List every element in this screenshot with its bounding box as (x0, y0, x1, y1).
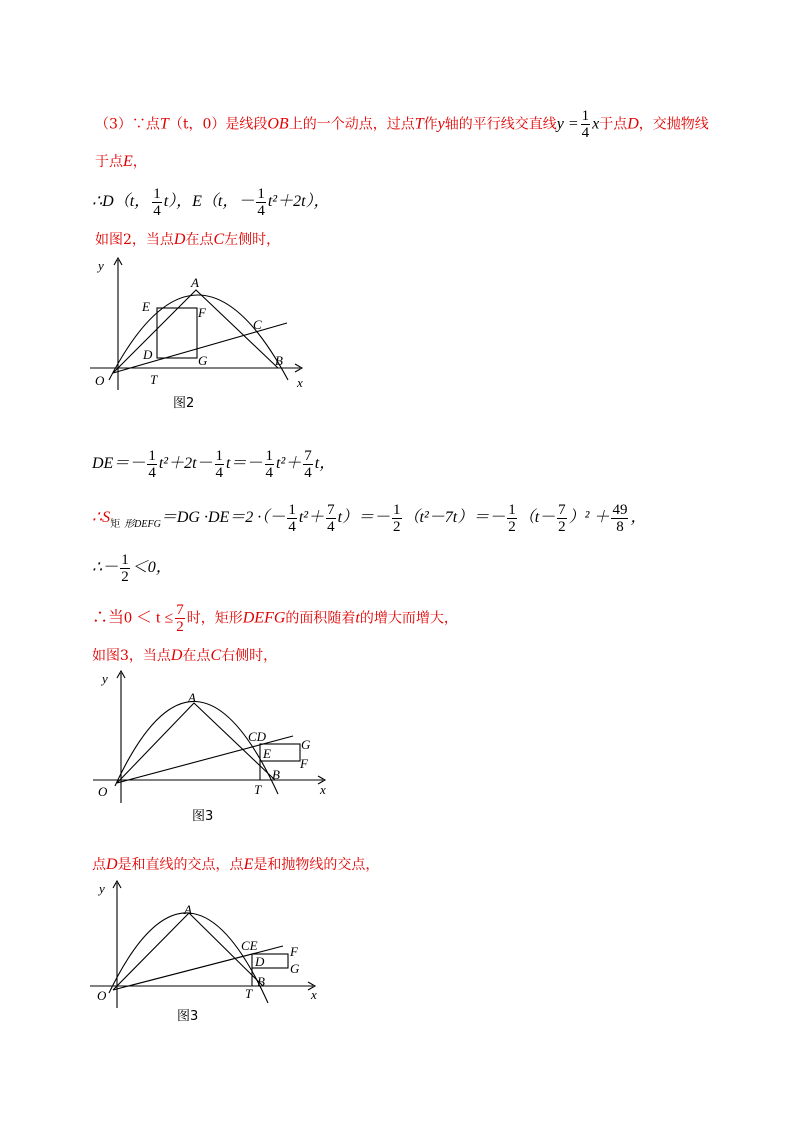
label-g: G (198, 353, 208, 368)
label-t: T (254, 782, 262, 797)
equation-negative-coef: ∴－ $\frac{1}{2}$ ＜0， (92, 552, 172, 585)
label-y: y (102, 671, 108, 686)
label-x: x (297, 375, 303, 390)
label-f: F (300, 756, 308, 771)
figure-2-caption: 图2 (173, 396, 195, 411)
equation-increasing: ∴当0 ＜ t ≤ $\frac{7}{2}$ 时，矩形DEFG的面积随着t的增大而增大， (92, 602, 458, 635)
label-a: A (184, 902, 192, 917)
label-g: G (290, 961, 300, 976)
label-x: x (320, 782, 326, 797)
label-b: B (275, 353, 283, 368)
figure-3a-diagram (88, 668, 348, 833)
label-e: E (142, 299, 150, 314)
label-d: D (255, 954, 265, 969)
label-t: T (150, 372, 158, 387)
figure-3a-caption: 图3 (192, 809, 214, 824)
label-y: y (99, 881, 105, 896)
label-y: y (98, 258, 104, 273)
fraction-one-quarter: $\frac{1}{4}$ (581, 108, 590, 141)
label-ce: CE (241, 938, 258, 953)
figure-3b-diagram (85, 878, 335, 1038)
label-x: x (311, 987, 317, 1002)
label-o: O (98, 784, 108, 799)
label-c: C (253, 317, 262, 332)
figure-2-diagram (85, 255, 325, 420)
label-t: T (245, 986, 253, 1001)
paragraph-2: 于点E， (95, 153, 147, 170)
label-f: F (290, 944, 298, 959)
label-f: F (198, 305, 206, 320)
figure-3a (88, 668, 348, 833)
label-cd: CD (248, 729, 267, 744)
label-o: O (97, 988, 107, 1003)
label-g: G (301, 737, 311, 752)
paragraph-1: （3）∵点T（t，0）是线段OB上的一个动点，过点T作y轴的平行线交直线y = $\frac{1}{4}$ x于点D，交抛物线 (95, 108, 709, 141)
equation-de: DE＝－ $\frac{1}{4}$ t²＋2t－ $\frac{1}{4}$ t＝－ $\frac{1}{4}$ t²＋ $\frac{7}{4}$ t， (92, 448, 336, 481)
figure-3b (85, 878, 335, 1038)
label-a: A (188, 690, 196, 705)
paragraph-figure3-intro: 如图3，当点D在点C右侧时， (92, 647, 278, 664)
paragraph-point-explanation: 点D是和直线的交点，点E是和抛物线的交点， (92, 856, 380, 873)
label-d: D (143, 347, 153, 362)
paragraph-figure2-intro: 如图2，当点D在点C左侧时， (95, 231, 281, 248)
label-b: B (272, 767, 280, 782)
figure-3b-caption: 图3 (177, 1009, 199, 1024)
equation-points-d-e: ∴D（t， $\frac{1}{4}$ t），E（t，－ $\frac{1}{4}$ t²＋2t）， (92, 186, 330, 219)
label-e: E (263, 746, 271, 761)
label-o: O (95, 373, 105, 388)
label-b: B (257, 974, 265, 989)
equation-area: $\therefore S_矩$ $_{形DEFG}$＝DG ·DE＝2 ·（－ $\frac{1}{4}$ t²＋ $\frac{7}{4}$ t）＝－ $\frac{1}{2}$ （t²－7t）＝－ $\frac{1}{2}$ （t－ $\frac{7}{2}$ ）² ＋ $\frac{49}{8}$ ， (92, 502, 647, 535)
label-a: A (191, 275, 199, 290)
figure-2 (85, 255, 325, 420)
